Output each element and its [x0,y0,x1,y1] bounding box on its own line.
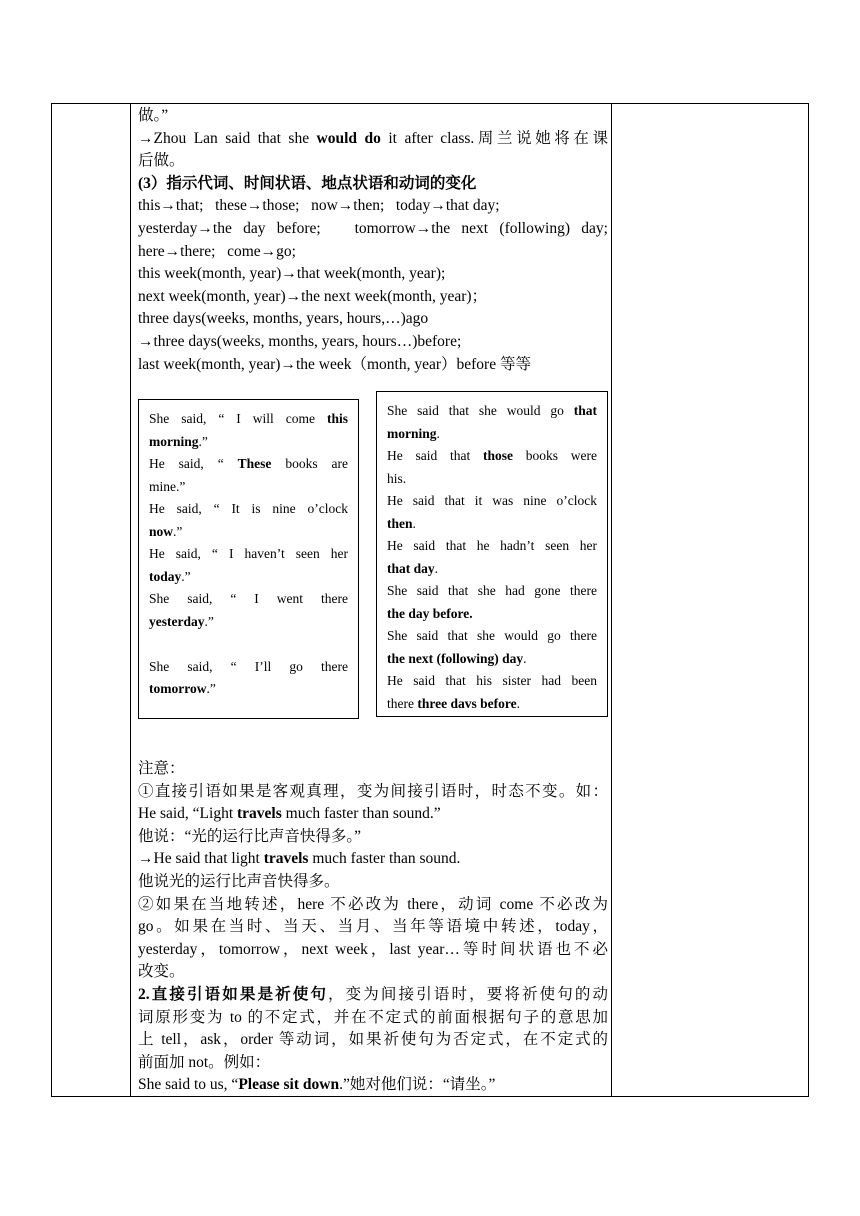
boxR-line: then. [387,515,416,531]
bottom-line: 2.直接引语如果是祈使句，变为间接引语时，要将祈使句的动 [138,985,608,1003]
boxR-line: He said that his sister had been [387,673,597,688]
top-line: yesterday→the day before; tomorrow→the next (following) day; [138,219,608,237]
boxR-line: She said that she would go that [387,403,597,418]
boxR-line: She said that she would go there [387,628,597,643]
bottom-line: 改变。 [138,963,185,981]
column-divider-2 [611,104,612,1096]
boxL-line: now.” [149,523,183,539]
boxL-line: She said, “ I will come this [149,411,348,426]
boxR-line: his. [387,470,407,486]
top-line: three days(weeks, months, years, hours,…)ago [138,310,429,328]
notes-text-block [138,758,608,1097]
boxL-line: He said, “ I haven’t seen her [149,546,348,561]
boxL-line: yesterday.” [149,613,214,629]
top-line: next week(month, year)→the next week(month, year)； [138,287,488,305]
boxL-line: morning.” [149,433,208,449]
bottom-line: go。如果在当时、当天、当月、当年等语境中转述，today， [138,918,608,936]
bottom-line: 他说光的运行比声音快得多。 [138,872,340,890]
top-line: here→there; come→go; [138,242,296,260]
bottom-line: ①直接引语如果是客观真理，变为间接引语时，时态不变。如： [138,782,608,800]
top-line: →Zhou Lan said that she would do it after class.周兰说她将在课 [138,129,608,147]
bottom-line: →He said that light travels much faster than sound. [138,850,461,868]
boxL-line: She said, “ I went there [149,591,348,606]
boxR-line: there three davs before. [387,695,520,711]
lesson-table [51,103,809,1097]
boxR-line: He said that he hadn’t seen her [387,538,597,553]
boxR-line: morning. [387,425,440,441]
boxL-line: mine.” [149,478,186,494]
top-text-block [138,105,608,376]
boxR-line: that day. [387,560,439,576]
bottom-line: 注意： [138,760,185,777]
bottom-line: ②如果在当地转述，here 不必改为 there，动词 come 不必改为 [138,895,608,913]
boxL-line [149,633,348,656]
boxR-line: the next (following) day. [387,650,527,666]
boxL-line: tomorrow.” [149,681,216,696]
boxL-line: She said, “ I’ll go there [149,658,348,674]
top-line: 做。” [138,107,169,124]
bottom-line: 他说：“光的运行比声音快得多。” [138,827,362,845]
top-line: this week(month, year)→that week(month, year); [138,265,446,283]
top-line: this→that; these→those; now→then; today→that day; [138,197,500,215]
column-divider-1 [130,104,131,1096]
boxR-line: the day before. [387,605,473,621]
bottom-line: 词原形变为 to 的不定式，并在不定式的前面根据句子的意思加 [138,1008,608,1026]
boxR-line: He said that those books were [387,448,597,463]
bottom-line: 上 tell，ask，order 等动词，如果祈使句为否定式，在不定式的 [138,1031,608,1049]
bottom-line: She said to us, “Please sit down.”她对他们说：“请坐。” [138,1076,496,1094]
boxR-line: He said that it was nine o’clock [387,493,597,508]
boxL-line: today.” [149,568,191,584]
indirect-speech-examples-box [376,391,608,717]
boxL-line: He said, “ These books are [149,456,348,471]
boxL-line: He said, “ It is nine o’clock [149,501,348,516]
bottom-line: 前面加 not。例如： [138,1053,271,1071]
bottom-line: yesterday，tomorrow，next week，last year…等时间状语也不必 [138,940,608,958]
direct-speech-examples-box [138,399,359,719]
top-line: (3）指示代词、时间状语、地点状语和动词的变化 [138,174,477,192]
boxR-line: She said that she had gone there [387,583,597,598]
top-line: →three days(weeks, months, years, hours…)before; [138,332,462,350]
top-line: last week(month, year)→the week（month, year）before 等等 [138,355,531,373]
bottom-line: He said, “Light travels much faster than sound.” [138,805,441,823]
top-line: 后做。 [138,152,185,170]
